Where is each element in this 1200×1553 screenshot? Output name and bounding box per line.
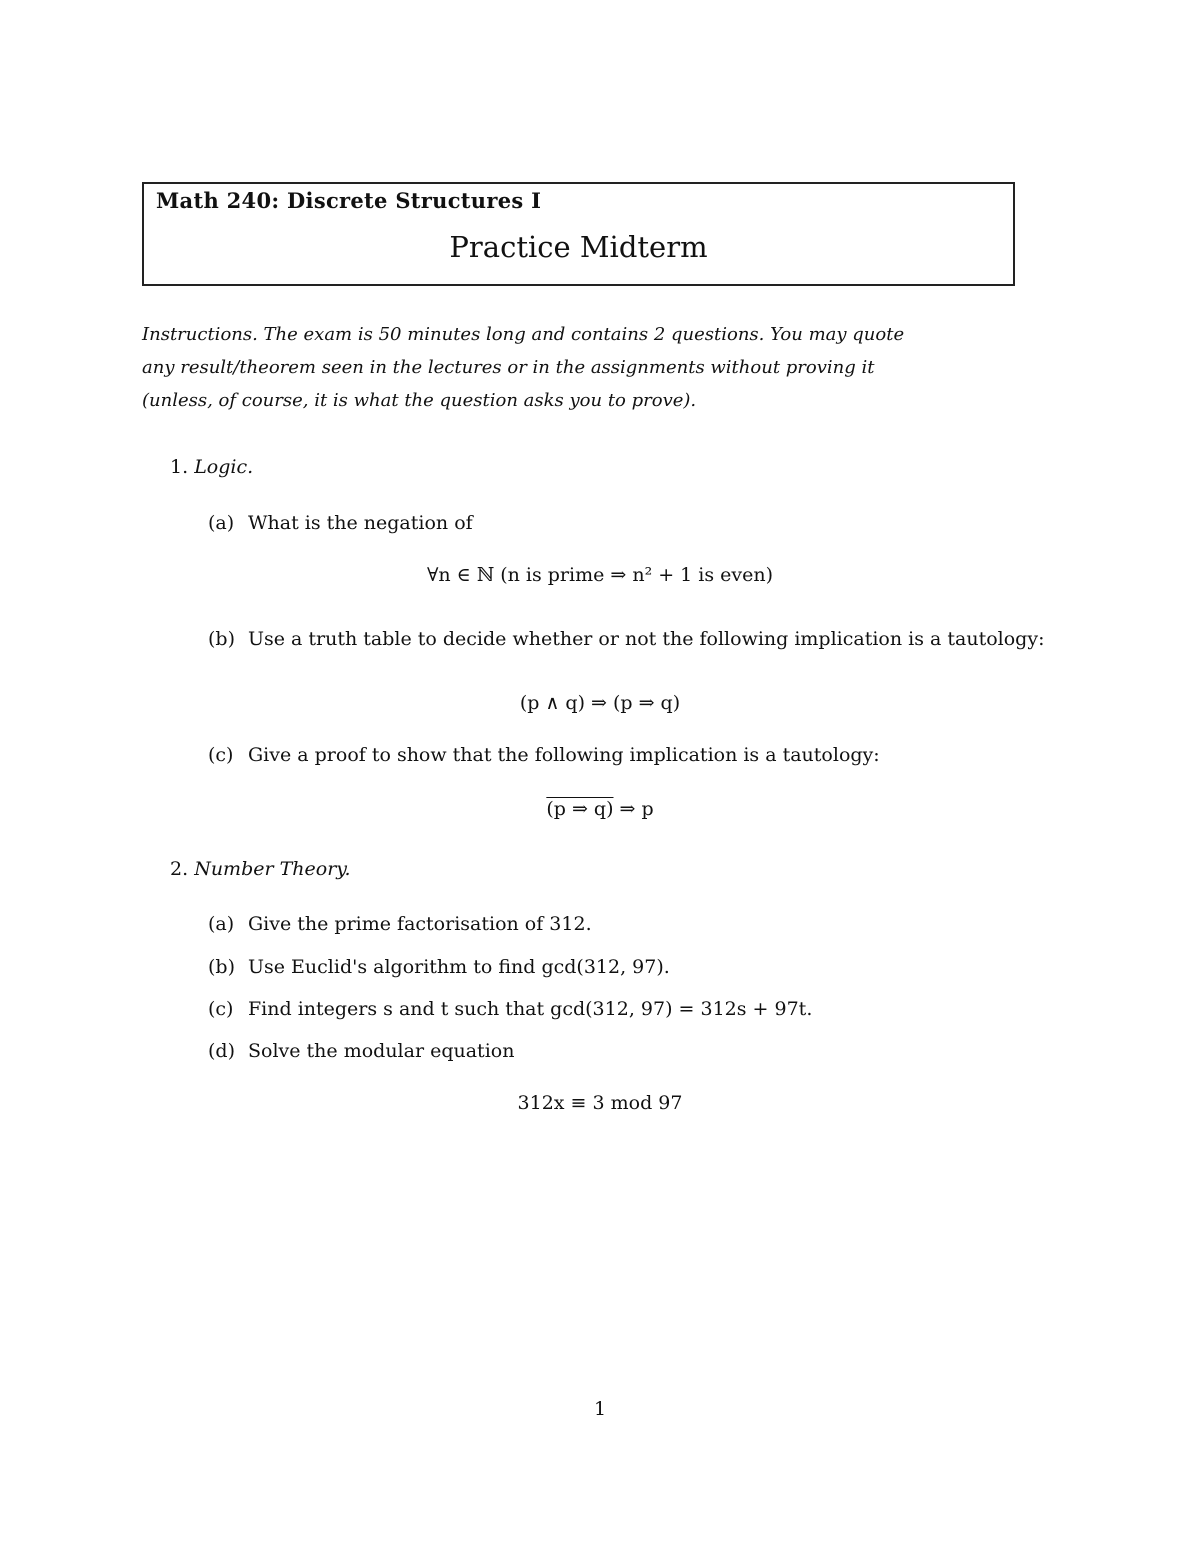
question-1c: [208, 739, 1008, 771]
instructions-paragraph: Instructions. The exam is 50 minutes long and contains 2 questions. You may quote any result/theorem seen in the lectures or in the assignments without proving it (unless, of course, it is what the question asks you to prove).: [142, 324, 905, 411]
part-label: (b): [208, 628, 235, 650]
part-text: Find integers s and t such that gcd(312, 97) = 312s + 97t.: [248, 998, 813, 1020]
part-text: Use Euclid's algorithm to find gcd(312, 97).: [248, 956, 670, 978]
course-title: Math 240: Discrete Structures I: [156, 188, 542, 213]
formula-1b: (p ∧ q) ⇒ (p ⇒ q): [519, 692, 681, 714]
question-1b: [208, 623, 1048, 655]
question-2d: [208, 1035, 1008, 1067]
formula-1a: ∀n ∈ ℕ (n is prime ⇒ n² + 1 is even): [426, 564, 774, 586]
question-1a: [208, 507, 1008, 539]
part-label: (d): [208, 1040, 235, 1062]
formula-1c-negated: (p ⇒ q): [546, 798, 614, 820]
question-2-number: 2.: [170, 858, 189, 880]
question-2a: [208, 908, 1008, 940]
part-text: Give the prime factorisation of 312.: [248, 913, 592, 935]
part-text: What is the negation of: [248, 512, 473, 534]
part-label: (a): [208, 913, 235, 935]
part-label: (a): [208, 512, 235, 534]
question-2b: [208, 951, 1008, 983]
question-2-title: Number Theory.: [194, 858, 351, 880]
question-2-heading: [170, 858, 351, 880]
header-box: [142, 182, 1015, 286]
formula-1c-rest: ⇒ p: [619, 798, 654, 820]
exam-title: Practice Midterm: [449, 230, 708, 264]
part-label: (c): [208, 998, 234, 1020]
formula-2d: 312x ≡ 3 mod 97: [517, 1092, 683, 1114]
formula-1c: [0, 798, 1200, 820]
part-label: (c): [208, 744, 234, 766]
part-label: (b): [208, 956, 235, 978]
question-2c: [208, 993, 1008, 1025]
page-number: 1: [593, 1398, 607, 1420]
question-1-title: Logic.: [194, 456, 254, 478]
part-text: Give a proof to show that the following implication is a tautology:: [248, 744, 880, 766]
part-text: Use a truth table to decide whether or not the following implication is a tautology:: [248, 628, 1045, 650]
part-text: Solve the modular equation: [248, 1040, 515, 1062]
question-1-heading: [170, 456, 253, 478]
question-1-number: 1.: [170, 456, 189, 478]
